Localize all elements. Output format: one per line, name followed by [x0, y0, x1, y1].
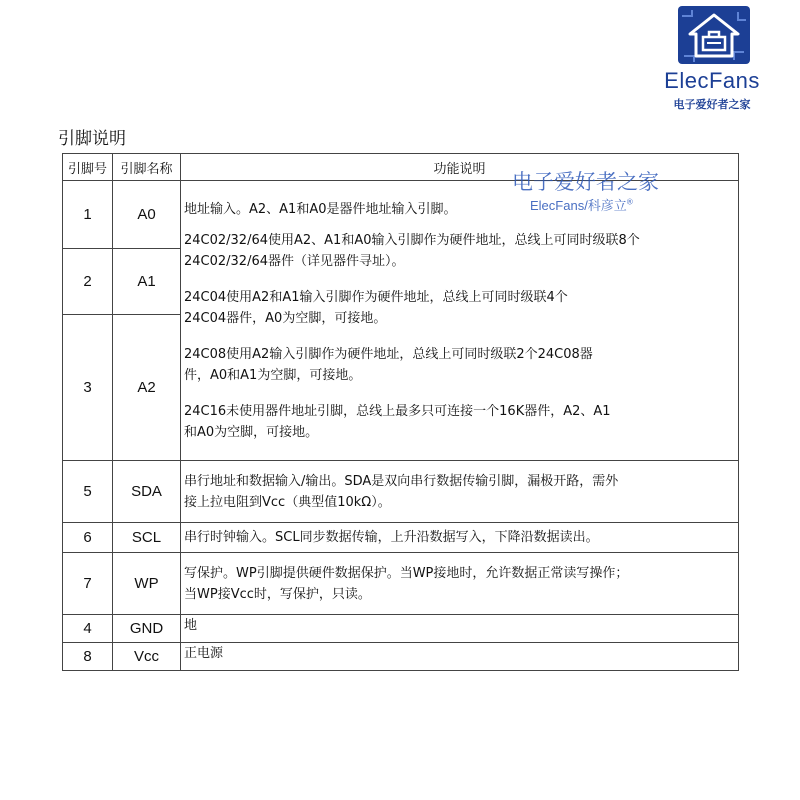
- address-pins-description: [181, 181, 739, 461]
- desc-text: 串行地址和数据输入/输出。SDA是双向串行数据传输引脚，漏极开路，需外: [184, 473, 619, 489]
- pin-name: A0: [113, 181, 181, 249]
- desc-text: 24C16未使用器件地址引脚，总线上最多只可连接一个16K器件，A2、A1: [184, 404, 611, 419]
- pin-description: [181, 553, 739, 615]
- header-function: 功能说明: [181, 154, 739, 181]
- pin-number: 7: [63, 553, 113, 615]
- house-circuit-icon: [678, 6, 750, 64]
- pin-name: Vcc: [113, 643, 181, 671]
- pin-description-table: [62, 153, 739, 671]
- desc-text: 24C04器件，A0为空脚，可接地。: [184, 311, 387, 326]
- desc-text: 正电源: [184, 646, 224, 661]
- registered-mark: ®: [626, 197, 633, 207]
- pin-name: A2: [113, 315, 181, 461]
- logo-subtitle: 电子爱好者之家: [673, 98, 751, 111]
- watermark-english-text: ElecFans/科彦立: [530, 198, 627, 213]
- pin-description: [181, 461, 739, 523]
- pin-number: 5: [63, 461, 113, 523]
- header-pin-number: 引脚号: [63, 154, 113, 181]
- table-row: [63, 553, 739, 615]
- watermark-chinese: 电子爱好者之家: [512, 170, 659, 194]
- desc-text: 地: [184, 618, 198, 633]
- desc-text: 24C02/32/64使用A2、A1和A0输入引脚作为硬件地址，总线上可同时级联8个: [184, 233, 640, 248]
- pin-number: 4: [63, 615, 113, 643]
- desc-text: 24C04使用A2和A1输入引脚作为硬件地址，总线上可同时级联4个: [184, 290, 568, 305]
- pin-number: 2: [63, 249, 113, 315]
- pin-number: 1: [63, 181, 113, 249]
- desc-text: 件，A0和A1为空脚，可接地。: [184, 368, 362, 383]
- pin-name: SCL: [113, 523, 181, 553]
- pin-name: GND: [113, 615, 181, 643]
- table-row: [63, 523, 739, 553]
- desc-text: 接上拉电阻到Vcc（典型值10kΩ）。: [184, 494, 391, 510]
- pin-name: WP: [113, 553, 181, 615]
- pin-number: 6: [63, 523, 113, 553]
- pin-name: A1: [113, 249, 181, 315]
- header-pin-name: 引脚名称: [113, 154, 181, 181]
- logo-brand-text: ElecFans: [664, 68, 760, 93]
- table-row: [63, 461, 739, 523]
- pin-name: SDA: [113, 461, 181, 523]
- desc-text: 地址输入。A2、A1和A0是器件地址输入引脚。: [184, 202, 457, 217]
- pin-description: [181, 615, 739, 643]
- watermark-english: [530, 195, 633, 214]
- desc-text: 当WP接Vcc时，写保护，只读。: [184, 586, 371, 602]
- pin-number: 3: [63, 315, 113, 461]
- desc-text: 串行时钟输入。SCL同步数据传输，上升沿数据写入，下降沿数据读出。: [184, 530, 599, 545]
- table-row: [63, 615, 739, 643]
- page-title: 引脚说明: [58, 129, 126, 149]
- desc-text: 24C02/32/64器件（详见器件寻址）。: [184, 254, 405, 269]
- table-row: [63, 643, 739, 671]
- pin-description: [181, 523, 739, 553]
- desc-text: 24C08使用A2输入引脚作为硬件地址，总线上可同时级联2个24C08器: [184, 347, 593, 362]
- desc-text: 和A0为空脚，可接地。: [184, 425, 319, 440]
- desc-text: 写保护。WP引脚提供硬件数据保护。当WP接地时，允许数据正常读写操作；: [184, 565, 629, 581]
- elecfans-logo: [648, 6, 776, 116]
- pin-number: 8: [63, 643, 113, 671]
- pin-description: [181, 643, 739, 671]
